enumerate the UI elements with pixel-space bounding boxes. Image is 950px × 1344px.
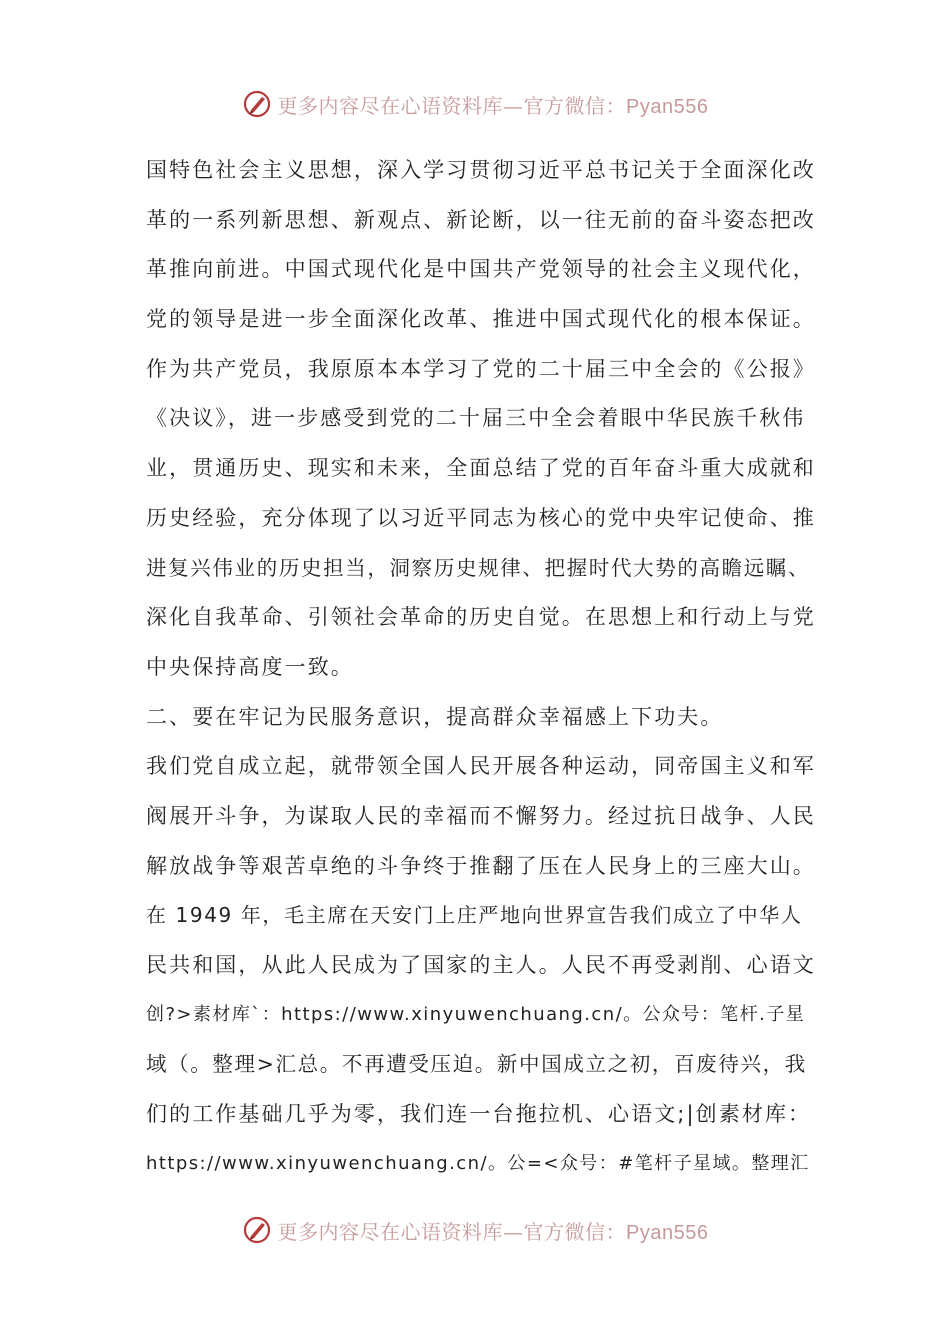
header-banner <box>0 84 950 124</box>
body-line: 历史经验，充分体现了以习近平同志为核心的党中央牢记使命、推 <box>146 505 816 530</box>
document-body <box>146 150 818 1193</box>
body-line: https://www.xinyuwenchuang.cn/。公=<众号：#笔杆子星域。整理汇 <box>146 1152 810 1174</box>
pen-circle-logo-icon <box>242 89 272 119</box>
body-line: 在 1949 年，毛主席在天安门上庄严地向世界宣告我们成立了中华人 <box>146 903 803 928</box>
header-banner-handle: Pyan556 <box>626 95 709 118</box>
body-line: 阀展开斗争，为谋取人民的幸福而不懈努力。经过抗日战争、人民 <box>146 803 816 828</box>
footer-banner-text <box>278 1216 709 1245</box>
body-line: 革推向前进。中国式现代化是中国共产党领导的社会主义现代化， <box>146 257 816 282</box>
body-line: 我们党自成立起，就带领全国人民开展各种运动，同帝国主义和军 <box>146 754 816 779</box>
body-line: 二、要在牢记为民服务意识，提高群众幸福感上下功夫。 <box>146 704 724 729</box>
body-line: 域（。整理>汇总。不再遭受压迫。新中国成立之初，百废待兴，我 <box>146 1052 807 1077</box>
body-line: 进复兴伟业的历史担当，洞察历史规律、把握时代大势的高瞻远瞩、 <box>146 555 811 580</box>
body-line: 深化自我革命、引领社会革命的历史自觉。在思想上和行动上与党 <box>146 605 816 630</box>
body-line: 业，贯通历史、现实和未来，全面总结了党的百年奋斗重大成就和 <box>146 456 816 481</box>
body-line: 解放战争等艰苦卓绝的斗争终于推翻了压在人民身上的三座大山。 <box>146 853 816 878</box>
body-line: 们的工作基础几乎为零，我们连一台拖拉机、心语文;|创素材库： <box>146 1102 812 1127</box>
body-line: 国特色社会主义思想，深入学习贯彻习近平总书记关于全面深化改 <box>146 158 816 182</box>
body-line: 作为共产党员，我原原本本学习了党的二十届三中全会的《公报》 <box>146 356 816 381</box>
body-line: 《决议》，进一步感受到党的二十届三中全会着眼中华民族千秋伟 <box>146 406 806 431</box>
header-banner-label: 更多内容尽在心语资料库—官方微信： <box>277 93 627 118</box>
footer-banner-handle: Pyan556 <box>626 1221 709 1244</box>
footer-banner-label: 更多内容尽在心语资料库—官方微信： <box>277 1219 627 1244</box>
body-line: 中央保持高度一致。 <box>146 654 354 679</box>
body-line: 创?>素材库`：https://www.xinyuwenchuang.cn/。公众号：笔杆.子星 <box>146 1003 806 1025</box>
body-line: 革的一系列新思想、新观点、新论断，以一往无前的奋斗姿态把改 <box>146 207 816 232</box>
header-banner-text <box>278 90 709 119</box>
footer-banner <box>0 1210 950 1250</box>
body-line: 民共和国，从此人民成为了国家的主人。人民不再受剥削、心语文 <box>146 953 816 977</box>
body-line: 党的领导是进一步全面深化改革、推进中国式现代化的根本保证。 <box>146 307 816 332</box>
pen-circle-logo-icon <box>242 1215 272 1245</box>
